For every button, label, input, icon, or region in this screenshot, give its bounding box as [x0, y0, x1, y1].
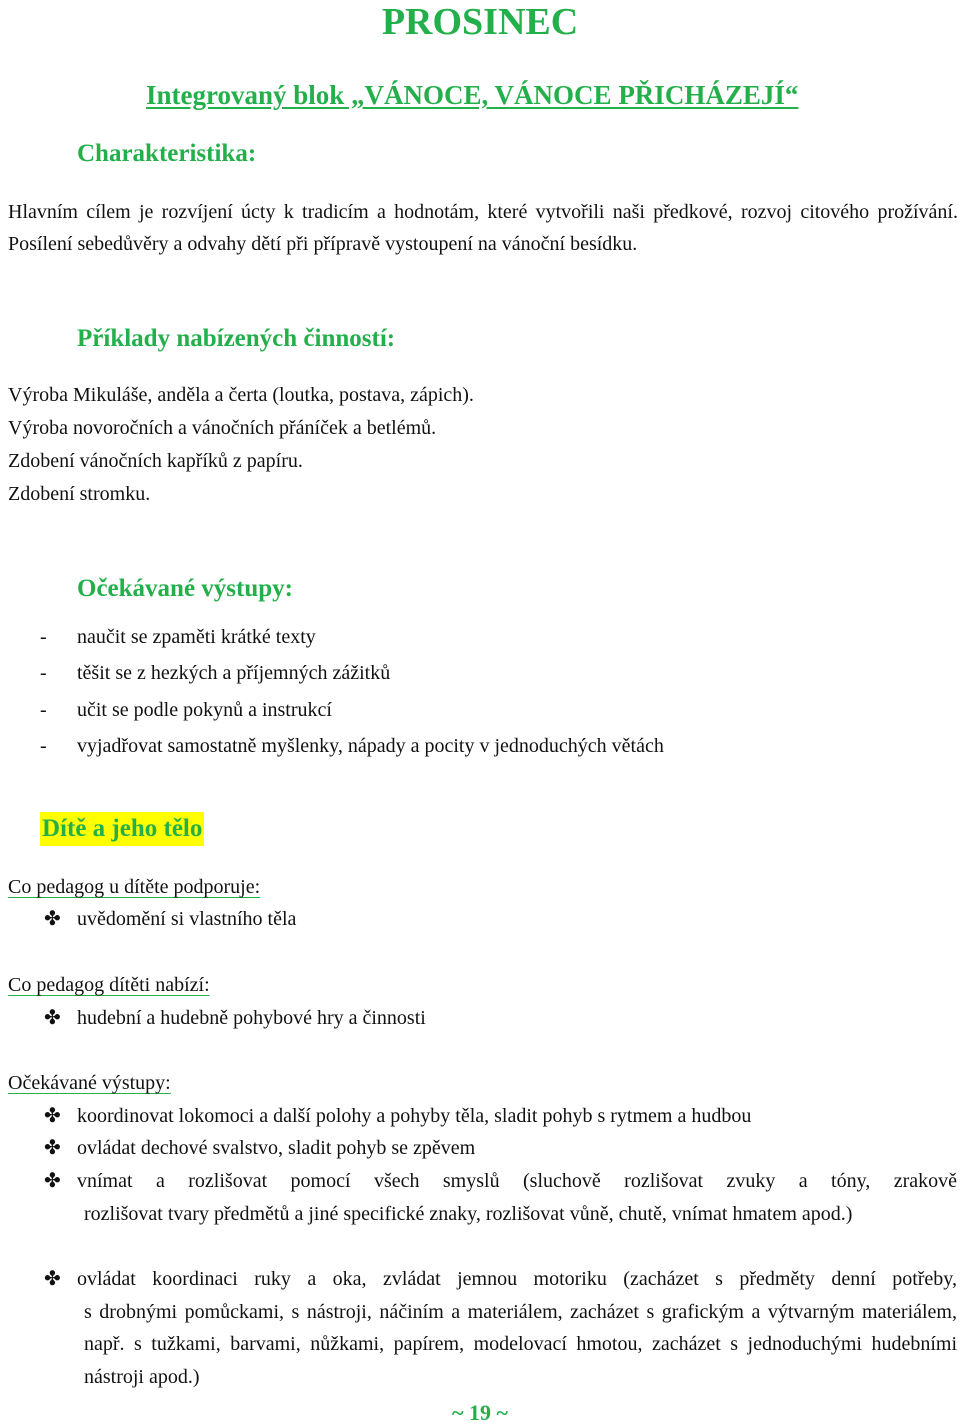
- priklady-item: Zdobení stromku.: [8, 483, 151, 505]
- clover-icon: ✤: [44, 1170, 61, 1192]
- podporuje-item: uvědomění si vlastního těla: [77, 908, 297, 930]
- vystupy2-item: ovládat dechové svalstvo, sladit pohyb se zpěvem: [77, 1137, 476, 1159]
- clover-icon: ✤: [44, 1007, 61, 1029]
- priklady-item: Zdobení vánočních kapříků z papíru.: [8, 450, 303, 472]
- dite-heading: Dítě a jeho tělo: [40, 812, 204, 846]
- item-line-first: vnímat a rozlišovat pomocí všech smyslů (sluchově rozlišovat zvuky a tóny, zrakově: [77, 1170, 957, 1192]
- item-line-rest: rozlišovat tvary předmětů a jiné specifické znaky, rozlišovat vůně, chutě, vnímat hmatem apod.): [84, 1202, 853, 1225]
- priklady-item: Výroba novoročních a vánočních přáníček a betlémů.: [8, 417, 437, 439]
- vystupy-item: těšit se z hezkých a příjemných zážitků: [77, 662, 391, 684]
- block-subtitle: Integrovaný blok „VÁNOCE, VÁNOCE PŘICHÁZEJÍ“: [146, 80, 799, 110]
- vystupy2-item: [77, 1165, 957, 1230]
- item-line-rest: s drobnými pomůckami, s nástroji, náčiním a materiálem, zacházet s grafickým a výtvarným materiálem, např. s tužkami, barvami, nůžkami, papírem, modelovací hmotou, zacházet s jednoduchými hudebními nástroji apod.): [84, 1300, 957, 1388]
- vystupy-item: naučit se zpaměti krátké texty: [77, 626, 316, 648]
- dash-bullet: -: [40, 626, 47, 648]
- item-line-first: ovládat koordinaci ruky a oka, zvládat jemnou motoriku (zacházet s předměty denní potřeby,: [77, 1268, 957, 1290]
- priklady-heading: Příklady nabízených činností:: [77, 325, 396, 352]
- page-title: PROSINEC: [381, 1, 579, 43]
- page-number: ~ 19 ~: [452, 1400, 508, 1425]
- priklady-item: Výroba Mikuláše, anděla a čerta (loutka, postava, zápich).: [8, 384, 474, 406]
- clover-icon: ✤: [44, 1137, 61, 1159]
- clover-icon: ✤: [44, 1105, 61, 1127]
- nabizi-label: Co pedagog dítěti nabízí:: [8, 974, 210, 996]
- vystupy2-item: koordinovat lokomoci a další polohy a pohyby těla, sladit pohyb s rytmem a hudbou: [77, 1105, 752, 1127]
- dash-bullet: -: [40, 699, 47, 721]
- vystupy2-label: Očekávané výstupy:: [8, 1072, 171, 1094]
- dash-bullet: -: [40, 735, 47, 757]
- nabizi-item: hudební a hudebně pohybové hry a činnosti: [77, 1007, 426, 1029]
- vystupy-item: učit se podle pokynů a instrukcí: [77, 699, 332, 721]
- vystupy-heading: Očekávané výstupy:: [77, 575, 293, 602]
- clover-icon: ✤: [44, 1268, 61, 1290]
- vystupy2-item: [77, 1263, 957, 1393]
- podporuje-label: Co pedagog u dítěte podporuje:: [8, 876, 261, 898]
- dash-bullet: -: [40, 662, 47, 684]
- clover-icon: ✤: [44, 908, 61, 930]
- charakteristika-text: Hlavním cílem je rozvíjení úcty k tradicím a hodnotám, které vytvořili naši předkové, rozvoj citového prožívání. Posílení sebedůvěry a odvahy dětí při přípravě vystoupení na vánoční besídku.: [8, 201, 958, 255]
- charakteristika-heading: Charakteristika:: [77, 140, 257, 167]
- vystupy-item: vyjadřovat samostatně myšlenky, nápady a pocity v jednoduchých větách: [77, 735, 664, 757]
